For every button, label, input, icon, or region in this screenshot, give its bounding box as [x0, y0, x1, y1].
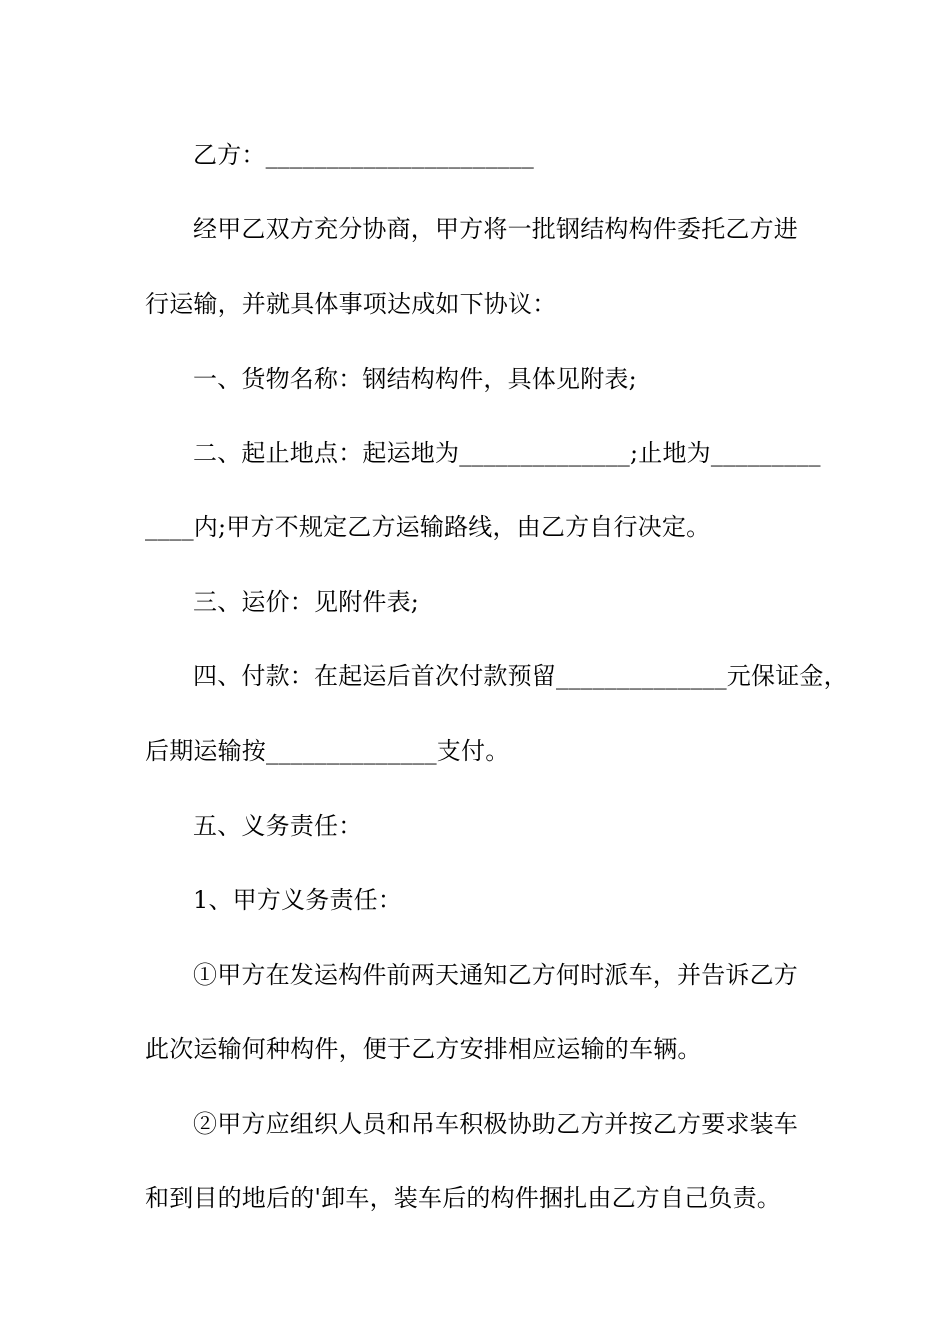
clause-4-payment-line-2: 后期运输按______________支付。	[145, 737, 510, 765]
clause-5-1-item-1-line-2: 此次运输何种构件，便于乙方安排相应运输的车辆。	[145, 1035, 702, 1063]
clause-5-1-heading: 1、甲方义务责任：	[193, 886, 403, 914]
party-b-line: 乙方：______________________	[193, 141, 534, 169]
clause-3-freight: 三、运价：见附件表;	[193, 588, 420, 616]
clause-1-goods-name: 一、货物名称：钢结构构件，具体见附表;	[193, 365, 637, 393]
clause-5-1-item-2-line-1: ②甲方应组织人员和吊车积极协助乙方并按乙方要求装车	[193, 1110, 798, 1138]
paragraph-intro-line-2: 行运输，并就具体事项达成如下协议：	[145, 290, 557, 318]
clause-4-payment-line-1: 四、付款：在起运后首次付款预留______________元保证金，	[193, 662, 848, 690]
clause-2-locations-line-2: ____内;甲方不规定乙方运输路线，由乙方自行决定。	[145, 513, 711, 541]
clause-5-1-item-2-line-2: 和到目的地后的'卸车，装车后的构件捆扎由乙方自己负责。	[145, 1184, 781, 1212]
paragraph-intro-line-1: 经甲乙双方充分协商，甲方将一批钢结构构件委托乙方进	[193, 215, 798, 243]
clause-2-locations-line-1: 二、起止地点：起运地为______________;止地为_________	[193, 439, 821, 467]
clause-5-heading: 五、义务责任：	[193, 812, 363, 840]
clause-5-1-item-1-line-1: ①甲方在发运构件前两天通知乙方何时派车，并告诉乙方	[193, 961, 798, 989]
